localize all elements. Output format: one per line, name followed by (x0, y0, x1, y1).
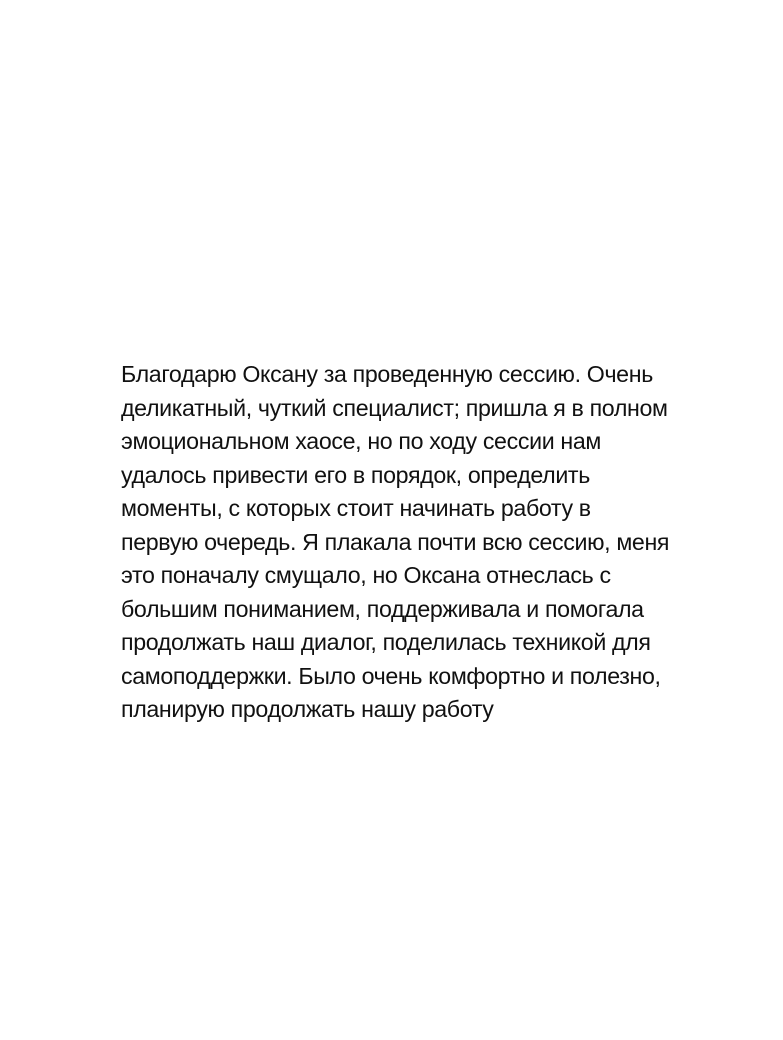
review-line: планирую продолжать нашу работу (121, 696, 494, 722)
review-line: удалось привести его в порядок, определить (121, 461, 590, 488)
review-line: Благодарю Оксану за проведенную сессию. Очень (121, 361, 653, 387)
review-line: самоподдержки. Было очень комфортно и полезно, (121, 662, 661, 689)
review-line: эмоциональном хаосе, но по ходу сессии нам (121, 428, 601, 454)
review-line: моменты, с которых стоит начинать работу в (121, 495, 591, 521)
review-line: продолжать наш диалог, поделилась техникой для (121, 629, 651, 655)
review-text (121, 358, 741, 727)
review-line: деликатный, чуткий специалист; пришла я в полном (121, 394, 668, 421)
review-line: большим пониманием, поддерживала и помогала (121, 595, 644, 622)
review-line: первую очередь. Я плакала почти всю сессию, меня (121, 528, 670, 555)
review-line: это поначалу смущало, но Оксана отнеслась с (121, 562, 611, 588)
